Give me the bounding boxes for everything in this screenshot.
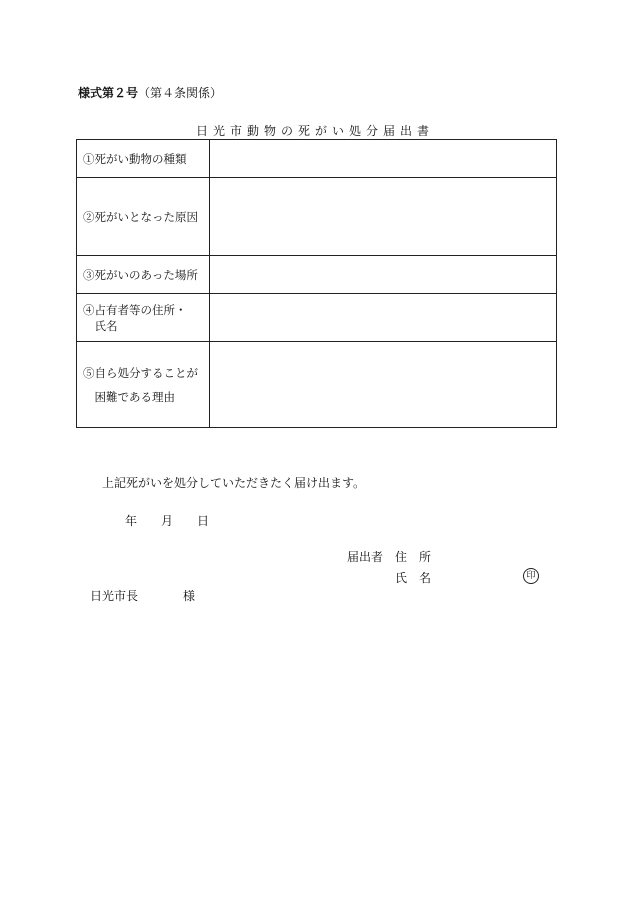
date-year: 年 [125,514,138,528]
addressee-honorific: 様 [183,589,196,603]
form-row-cause [77,178,557,256]
applicant-role: 届出者 [347,550,384,564]
date-day: 日 [197,514,210,528]
form-field-animal-type[interactable] [210,140,557,178]
form-number-main: 様式第２号 [78,86,139,100]
form-row-reason [77,342,557,428]
form-row-location [77,256,557,294]
seal-mark: 印 [523,568,539,584]
date-month: 月 [161,514,174,528]
form-label: ①死がい動物の種類 [77,140,210,178]
form-row-occupant [77,294,557,342]
form-label: ②死がいとなった原因 [77,178,210,256]
notification-form-table [76,139,557,428]
form-field-occupant[interactable] [210,294,557,342]
form-number-article: （第４条関係） [138,86,223,100]
form-label: ③死がいのあった場所 [77,256,210,294]
form-label: ⑤自ら処分することが 困難である理由 [77,342,210,428]
applicant-address-label: 住 所 [395,550,432,564]
form-field-location[interactable] [210,256,557,294]
document-title: 日光市動物の死がい処分届出書 [195,124,434,138]
notification-statement: 上記死がいを処分していただきたく届け出ます。 [102,476,366,490]
form-field-reason[interactable] [210,342,557,428]
addressee-name: 日光市長 [90,589,139,603]
applicant-name-label: 氏 名 [395,571,432,585]
form-number [78,84,222,101]
form-row-animal-type [77,140,557,178]
form-label: ④占有者等の住所・ 氏名 [77,294,210,342]
form-field-cause[interactable] [210,178,557,256]
